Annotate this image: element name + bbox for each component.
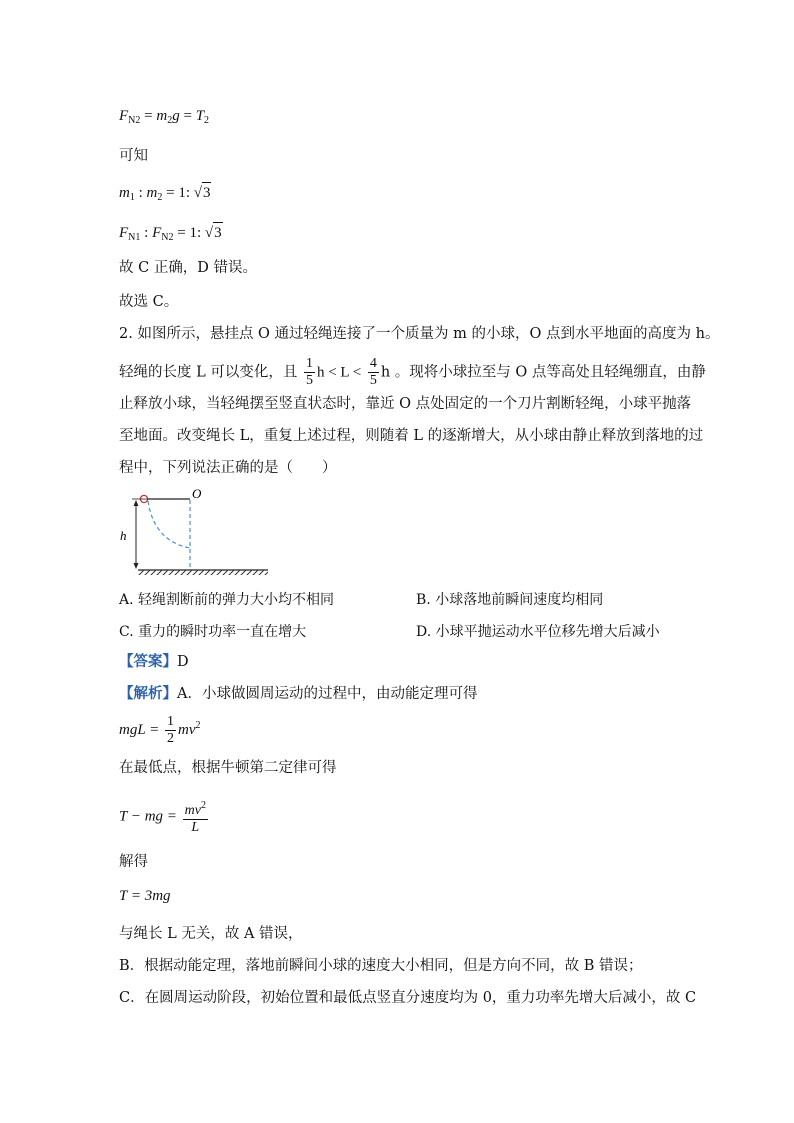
equation-force-ratio: $F_{N1}$ : $F_{N2} = 1$: √3 xyxy=(119,222,223,248)
question-line-2: 轻绳的长度 L 可以变化，且 $\frac{1}{5}$ h < L < $\frac{4}{5}$ h 。现将小球拉至与 O 点等高处且轻绳绷直，由静 xyxy=(119,356,706,388)
text-conclusion-cd: 故 C 正确，D 错误。 xyxy=(119,260,258,276)
ground-hatch xyxy=(138,570,268,575)
text-c-analysis: C．在圆周运动阶段，初始位置和最低点竖直分速度均为 0，重力功率先增大后减小，故 C xyxy=(119,990,697,1006)
text-kezhi: 可知 xyxy=(119,148,148,164)
equation-fn2: $F_{N2} = m_2g = T_2$ xyxy=(119,108,210,126)
fraction-mv2-l: $\frac{mv^2}{L}$ xyxy=(184,800,206,835)
answer-value: D xyxy=(177,654,189,670)
text-newton: 在最低点，根据牛顿第二定律可得 xyxy=(119,760,337,776)
fraction-four-fifths: $\frac{4}{5}$ xyxy=(369,356,377,388)
question-line-5: 程中，下列说法正确的是（ ） xyxy=(119,460,337,476)
option-d: D. 小球平抛运动水平位移先增大后减小 xyxy=(416,624,660,640)
text-jiede: 解得 xyxy=(119,854,148,870)
equation-result: T = 3mg xyxy=(119,888,171,904)
question-line-3: 止释放小球，当轻绳摆至竖直状态时，靠近 O 点处固定的一个刀片割断轻绳，小球平抛落 xyxy=(119,396,692,412)
label-h: h xyxy=(120,528,127,543)
label-o: O xyxy=(192,486,202,501)
arc-path xyxy=(148,501,190,548)
fraction-half: $\frac{1}{2}$ xyxy=(167,714,175,746)
option-c: C. 重力的瞬时功率一直在增大 xyxy=(119,624,307,640)
text-b-analysis: B．根据动能定理，落地前瞬间小球的速度大小相同，但是方向不同，故 B 错误； xyxy=(119,958,643,974)
question-line-1: 2. 如图所示，悬挂点 O 通过轻绳连接了一个质量为 m 的小球，O 点到水平地面的高度为 h。 xyxy=(119,326,720,342)
pendulum-figure xyxy=(114,486,274,578)
analysis-tag: 【解析】 xyxy=(119,685,177,702)
equation-mass-ratio: $m_1$ : $m_2 = 1$: √3 xyxy=(119,182,211,208)
fraction-one-fifth: $\frac{1}{5}$ xyxy=(305,356,313,388)
option-a: A. 轻绳割断前的弹力大小均不相同 xyxy=(119,592,335,608)
analysis-line-a: 【解析】A．小球做圆周运动的过程中，由动能定理可得 xyxy=(119,685,478,702)
text-a-conclusion: 与绳长 L 无关，故 A 错误， xyxy=(119,926,303,942)
text-choose-c: 故选 C。 xyxy=(119,294,179,310)
answer-tag: 【答案】 xyxy=(119,653,177,670)
question-line-4: 至地面。改变绳长 L，重复上述过程，则随着 L 的逐渐增大，从小球由静止释放到落地的过 xyxy=(119,428,704,444)
answer-line xyxy=(119,652,189,672)
equation-newton: T − mg = $\frac{mv^2}{L}$ xyxy=(119,800,206,835)
equation-energy: mgL = $\frac{1}{2}$ $mv^2$ xyxy=(119,714,201,746)
option-b: B. 小球落地前瞬间速度均相同 xyxy=(416,592,604,608)
